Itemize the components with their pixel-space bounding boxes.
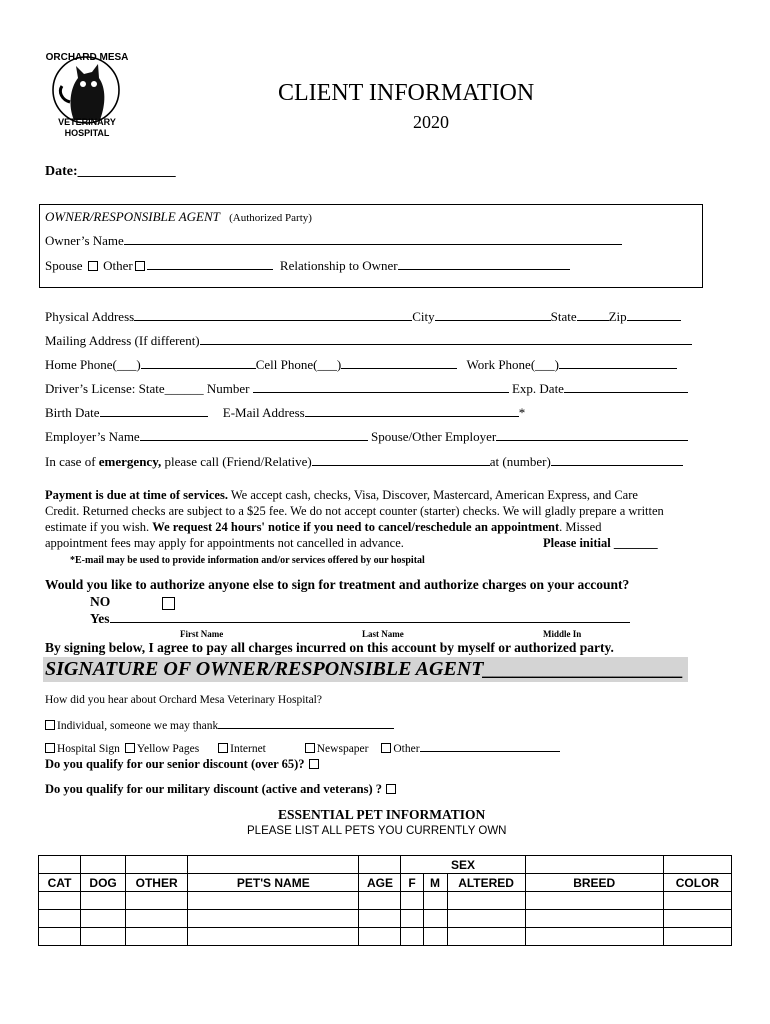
sex-header: SEX — [401, 856, 525, 874]
zip-label: Zip — [608, 309, 627, 324]
emergency-number-input[interactable] — [551, 454, 683, 466]
table-cell[interactable] — [359, 892, 401, 910]
column-header: F — [401, 874, 423, 892]
spouse-name-input[interactable] — [147, 258, 273, 270]
emergency-suffix: please call (Friend/Relative) — [161, 454, 312, 469]
at-number-label: at (number) — [489, 454, 551, 469]
table-row — [39, 910, 732, 928]
column-header: ALTERED — [447, 874, 525, 892]
cell-phone-label: Cell Phone(___) — [255, 357, 342, 372]
owner-name-input[interactable] — [124, 233, 622, 245]
table-cell[interactable] — [423, 910, 447, 928]
spouse-employer-label: Spouse/Other Employer — [370, 429, 497, 444]
pets-subheading: PLEASE LIST ALL PETS YOU CURRENTLY OWN — [247, 825, 507, 837]
column-header: PET'S NAME — [188, 874, 359, 892]
signature-line[interactable]: SIGNATURE OF OWNER/RESPONSIBLE AGENT____________________ — [45, 658, 684, 680]
table-cell[interactable] — [447, 928, 525, 946]
yellow-pages-label: Yellow Pages — [136, 743, 200, 755]
payment-text-3: estimate if you wish. — [45, 520, 153, 534]
table-cell[interactable] — [447, 910, 525, 928]
cell — [663, 856, 731, 874]
zip-input[interactable] — [627, 309, 681, 321]
hospital-logo — [44, 42, 130, 142]
mailing-address-row — [45, 333, 692, 349]
owner-name-label: Owner’s Name — [45, 233, 124, 248]
last-name-caption: Last Name — [362, 629, 404, 639]
form-year: 2020 — [413, 112, 449, 132]
spouse-label: Spouse — [45, 258, 83, 273]
payment-line-1 — [45, 488, 638, 503]
other-referral-checkbox[interactable] — [381, 743, 391, 753]
table-cell[interactable] — [81, 910, 126, 928]
owner-name-row — [45, 233, 622, 249]
table-cell[interactable] — [126, 928, 188, 946]
spouse-checkbox[interactable] — [88, 261, 98, 271]
internet-checkbox[interactable] — [218, 743, 228, 753]
emergency-contact-input[interactable] — [312, 454, 490, 466]
mailing-address-label: Mailing Address (If different) — [45, 333, 200, 348]
cell — [39, 856, 81, 874]
svg-text:VETERINARY: VETERINARY — [58, 117, 116, 127]
newspaper-label: Newspaper — [316, 743, 369, 755]
cell — [525, 856, 663, 874]
home-phone-label: Home Phone(___) — [45, 357, 141, 372]
date-field[interactable]: Date:______________ — [45, 164, 176, 179]
individual-label: Individual, someone we may thank — [57, 720, 219, 732]
payment-bold-3: We request 24 hours' notice if you need to cancel/reschedule an appointment — [152, 520, 560, 534]
senior-discount-label: Do you qualify for our senior discount (over 65)? — [45, 757, 305, 771]
no-checkbox[interactable] — [162, 597, 175, 610]
table-cell[interactable] — [39, 910, 81, 928]
emergency-bold: emergency, — [98, 454, 162, 469]
yellow-pages-checkbox[interactable] — [125, 743, 135, 753]
table-cell[interactable] — [359, 910, 401, 928]
newspaper-checkbox[interactable] — [305, 743, 315, 753]
yes-row — [90, 611, 630, 627]
table-cell[interactable] — [126, 892, 188, 910]
individual-checkbox[interactable] — [45, 720, 55, 730]
email-input[interactable] — [305, 405, 519, 417]
mailing-address-input[interactable] — [200, 333, 692, 345]
agreement-text: By signing below, I agree to pay all charges incurred on this account by myself or authorized party. — [45, 640, 614, 655]
column-header: CAT — [39, 874, 81, 892]
phone-row — [45, 357, 677, 373]
email-note: *E-mail may be used to provide information and/or services offered by our hospital — [70, 555, 425, 566]
birth-date-input[interactable] — [100, 405, 208, 417]
other-referral-input[interactable] — [420, 740, 560, 752]
table-cell[interactable] — [81, 892, 126, 910]
payment-line-4: appointment fees may apply for appointments not cancelled in advance. — [45, 536, 404, 550]
payment-text-3b: . Missed — [559, 520, 602, 534]
table-cell[interactable] — [401, 910, 423, 928]
column-header: OTHER — [126, 874, 188, 892]
work-phone-input[interactable] — [559, 357, 677, 369]
table-cell[interactable] — [359, 928, 401, 946]
svg-text:HOSPITAL: HOSPITAL — [64, 128, 110, 138]
table-cell[interactable] — [663, 928, 731, 946]
emergency-row — [45, 454, 683, 470]
table-cell[interactable] — [663, 910, 731, 928]
referral-question: How did you hear about Orchard Mesa Veterinary Hospital? — [45, 694, 322, 706]
city-label: City — [412, 309, 435, 324]
initial-field[interactable]: Please initial _______ — [543, 536, 658, 550]
table-cell[interactable] — [81, 928, 126, 946]
pets-heading: ESSENTIAL PET INFORMATION — [278, 807, 486, 822]
table-cell[interactable] — [447, 892, 525, 910]
column-header: BREED — [525, 874, 663, 892]
pets-header-row-top — [39, 856, 732, 874]
exp-date-input[interactable] — [564, 381, 688, 393]
military-discount-label: Do you qualify for our military discount (active and veterans) ? — [45, 782, 383, 796]
license-row — [45, 381, 688, 397]
license-number-input[interactable] — [253, 381, 509, 393]
email-label: E-Mail Address — [222, 405, 305, 420]
employer-input[interactable] — [140, 429, 368, 441]
drivers-license-label: Driver’s License: State______ Number — [45, 381, 250, 396]
relationship-input[interactable] — [398, 258, 570, 270]
other-checkbox[interactable] — [135, 261, 145, 271]
table-row — [39, 892, 732, 910]
senior-discount-row — [45, 757, 321, 772]
table-cell[interactable] — [39, 892, 81, 910]
no-label: NO — [90, 594, 111, 609]
table-cell[interactable] — [188, 928, 359, 946]
cell-phone-input[interactable] — [341, 357, 457, 369]
physical-address-label: Physical Address — [45, 309, 135, 324]
other-label: Other — [103, 258, 133, 273]
table-cell[interactable] — [423, 892, 447, 910]
pets-table — [38, 855, 732, 946]
hospital-sign-checkbox[interactable] — [45, 743, 55, 753]
physical-address-row — [45, 309, 681, 325]
column-header: M — [423, 874, 447, 892]
physical-address-input[interactable] — [134, 309, 412, 321]
hospital-sign-label: Hospital Sign — [57, 743, 120, 755]
pets-header-row — [39, 874, 732, 892]
owner-section-heading — [45, 209, 312, 225]
svg-text:ORCHARD MESA: ORCHARD MESA — [45, 52, 129, 63]
military-discount-row — [45, 782, 398, 797]
employer-label: Employer’s Name — [45, 429, 140, 444]
birth-email-row — [45, 405, 525, 421]
page-title: CLIENT INFORMATION — [278, 80, 535, 106]
internet-label: Internet — [230, 743, 266, 755]
first-name-caption: First Name — [180, 629, 224, 639]
relationship-label: Relationship to Owner — [279, 258, 398, 273]
table-cell[interactable] — [423, 928, 447, 946]
owner-heading-note: (Authorized Party) — [229, 212, 312, 224]
cell — [126, 856, 188, 874]
employer-row — [45, 429, 688, 445]
cell — [188, 856, 359, 874]
city-input[interactable] — [435, 309, 551, 321]
middle-caption: Middle In — [543, 629, 582, 639]
individual-row — [45, 717, 394, 732]
table-cell[interactable] — [188, 910, 359, 928]
cell — [81, 856, 126, 874]
table-cell[interactable] — [401, 928, 423, 946]
table-cell[interactable] — [663, 892, 731, 910]
birth-date-label: Birth Date — [45, 405, 100, 420]
authorized-person-input[interactable] — [110, 612, 630, 623]
home-phone-input[interactable] — [141, 357, 256, 369]
table-cell[interactable] — [525, 910, 663, 928]
military-discount-checkbox[interactable] — [386, 784, 396, 794]
payment-text-1: We accept cash, checks, Visa, Discover, Mastercard, American Express, and Care — [227, 488, 638, 502]
owner-heading-text: OWNER/RESPONSIBLE AGENT — [45, 209, 220, 224]
column-header: AGE — [359, 874, 401, 892]
other-referral-label: Other — [393, 743, 420, 755]
payment-line-2: Credit. Returned checks are subject to a $25 fee. We do not accept counter (starter) checks. We will gladly prepare a written — [45, 504, 664, 518]
state-label: State — [550, 309, 577, 324]
spouse-employer-input[interactable] — [496, 429, 688, 441]
exp-date-label: Exp. Date — [511, 381, 564, 396]
column-header: DOG — [81, 874, 126, 892]
payment-bold-1: Payment is due at time of services. — [45, 488, 228, 502]
cell — [359, 856, 401, 874]
yes-label: Yes — [90, 611, 110, 626]
payment-line-3 — [45, 520, 601, 535]
table-row — [39, 928, 732, 946]
state-input[interactable] — [577, 309, 609, 321]
senior-discount-checkbox[interactable] — [309, 759, 319, 769]
table-cell[interactable] — [39, 928, 81, 946]
table-cell[interactable] — [188, 892, 359, 910]
table-cell[interactable] — [126, 910, 188, 928]
email-star: * — [518, 405, 526, 420]
table-cell[interactable] — [525, 892, 663, 910]
table-cell[interactable] — [401, 892, 423, 910]
authorize-question: Would you like to authorize anyone else to sign for treatment and authorize charges on your account? — [45, 577, 630, 592]
work-phone-label: Work Phone(___) — [466, 357, 559, 372]
column-header: COLOR — [663, 874, 731, 892]
individual-input[interactable] — [218, 717, 394, 729]
emergency-prefix: In case of — [45, 454, 99, 469]
referral-options-row — [45, 740, 560, 755]
table-cell[interactable] — [525, 928, 663, 946]
spouse-row — [45, 258, 570, 274]
